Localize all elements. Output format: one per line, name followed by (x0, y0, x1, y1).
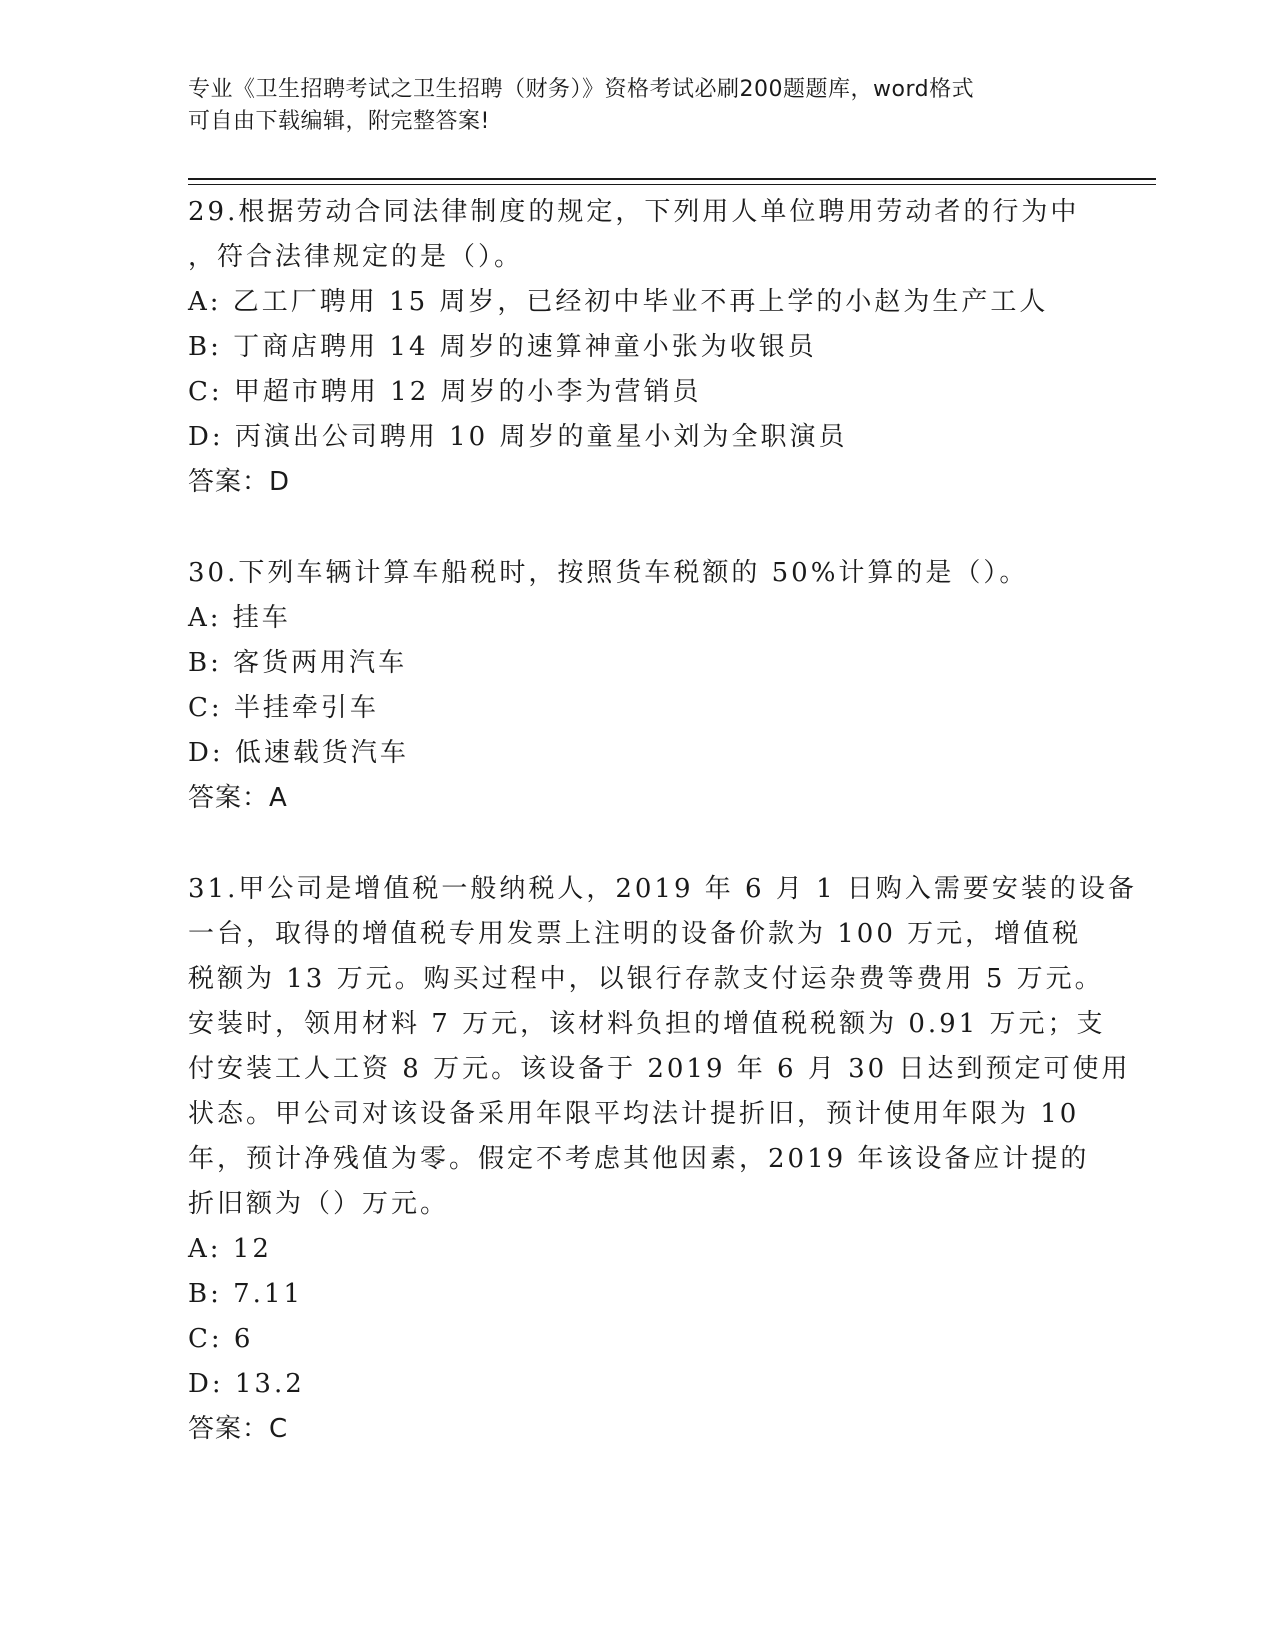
option-d: D: 丙演出公司聘用 10 周岁的童星小刘为全职演员 (188, 422, 848, 452)
header-divider-thin (188, 184, 1156, 185)
option-c: C: 6 (188, 1324, 254, 1354)
stem-line: 付安装工人工资 8 万元。该设备于 2019 年 6 月 30 日达到预定可使用 (188, 1054, 1131, 1084)
stem-line: 年，预计净残值为零。假定不考虑其他因素，2019 年该设备应计提的 (188, 1144, 1090, 1174)
question-31 (188, 867, 1137, 1452)
question-30 (188, 551, 1088, 821)
document-header (188, 74, 1068, 138)
option-d: D: 13.2 (188, 1369, 305, 1399)
option-a: A: 乙工厂聘用 15 周岁，已经初中毕业不再上学的小赵为生产工人 (188, 287, 1049, 317)
stem-line: 折旧额为（）万元。 (188, 1189, 450, 1219)
header-divider-thick (188, 178, 1156, 180)
stem-line: 状态。甲公司对该设备采用年限平均法计提折旧，预计使用年限为 10 (188, 1099, 1080, 1129)
option-b: B: 7.11 (188, 1279, 304, 1309)
stem-line: 31.甲公司是增值税一般纳税人，2019 年 6 月 1 日购入需要安装的设备 (188, 874, 1137, 904)
option-b: B: 丁商店聘用 14 周岁的速算神童小张为收银员 (188, 332, 817, 362)
option-b: B: 客货两用汽车 (188, 648, 408, 678)
answer-line: 答案：D (188, 467, 291, 497)
question-stem (188, 551, 1088, 596)
option-a: A: 12 (188, 1234, 272, 1264)
answer-line: 答案：C (188, 1414, 289, 1444)
option-c: C: 半挂牵引车 (188, 693, 379, 723)
question-stem (188, 190, 1088, 280)
question-stem (188, 867, 1137, 1227)
question-spacer (188, 821, 1088, 867)
stem-line: 安装时，领用材料 7 万元，该材料负担的增值税税额为 0.91 万元；支 (188, 1009, 1106, 1039)
question-spacer (188, 505, 1088, 551)
question-29 (188, 190, 1088, 505)
stem-line: 30.下列车辆计算车船税时，按照货车税额的 50%计算的是（）。 (188, 558, 1029, 588)
header-line-1: 专业《卫生招聘考试之卫生招聘（财务）》资格考试必刷200题题库，word格式 (188, 77, 975, 102)
option-a: A: 挂车 (188, 603, 291, 633)
stem-line: 29.根据劳动合同法律制度的规定，下列用人单位聘用劳动者的行为中 (188, 197, 1080, 227)
question-list (188, 190, 1137, 1452)
stem-line: ，符合法律规定的是（）。 (188, 242, 524, 272)
answer-line: 答案：A (188, 783, 288, 813)
option-c: C: 甲超市聘用 12 周岁的小李为营销员 (188, 377, 702, 407)
stem-line: 税额为 13 万元。购买过程中，以银行存款支付运杂费等费用 5 万元。 (188, 964, 1104, 994)
header-line-2: 可自由下载编辑，附完整答案! (188, 109, 490, 134)
option-d: D: 低速载货汽车 (188, 738, 409, 768)
stem-line: 一台，取得的增值税专用发票上注明的设备价款为 100 万元，增值税 (188, 919, 1082, 949)
